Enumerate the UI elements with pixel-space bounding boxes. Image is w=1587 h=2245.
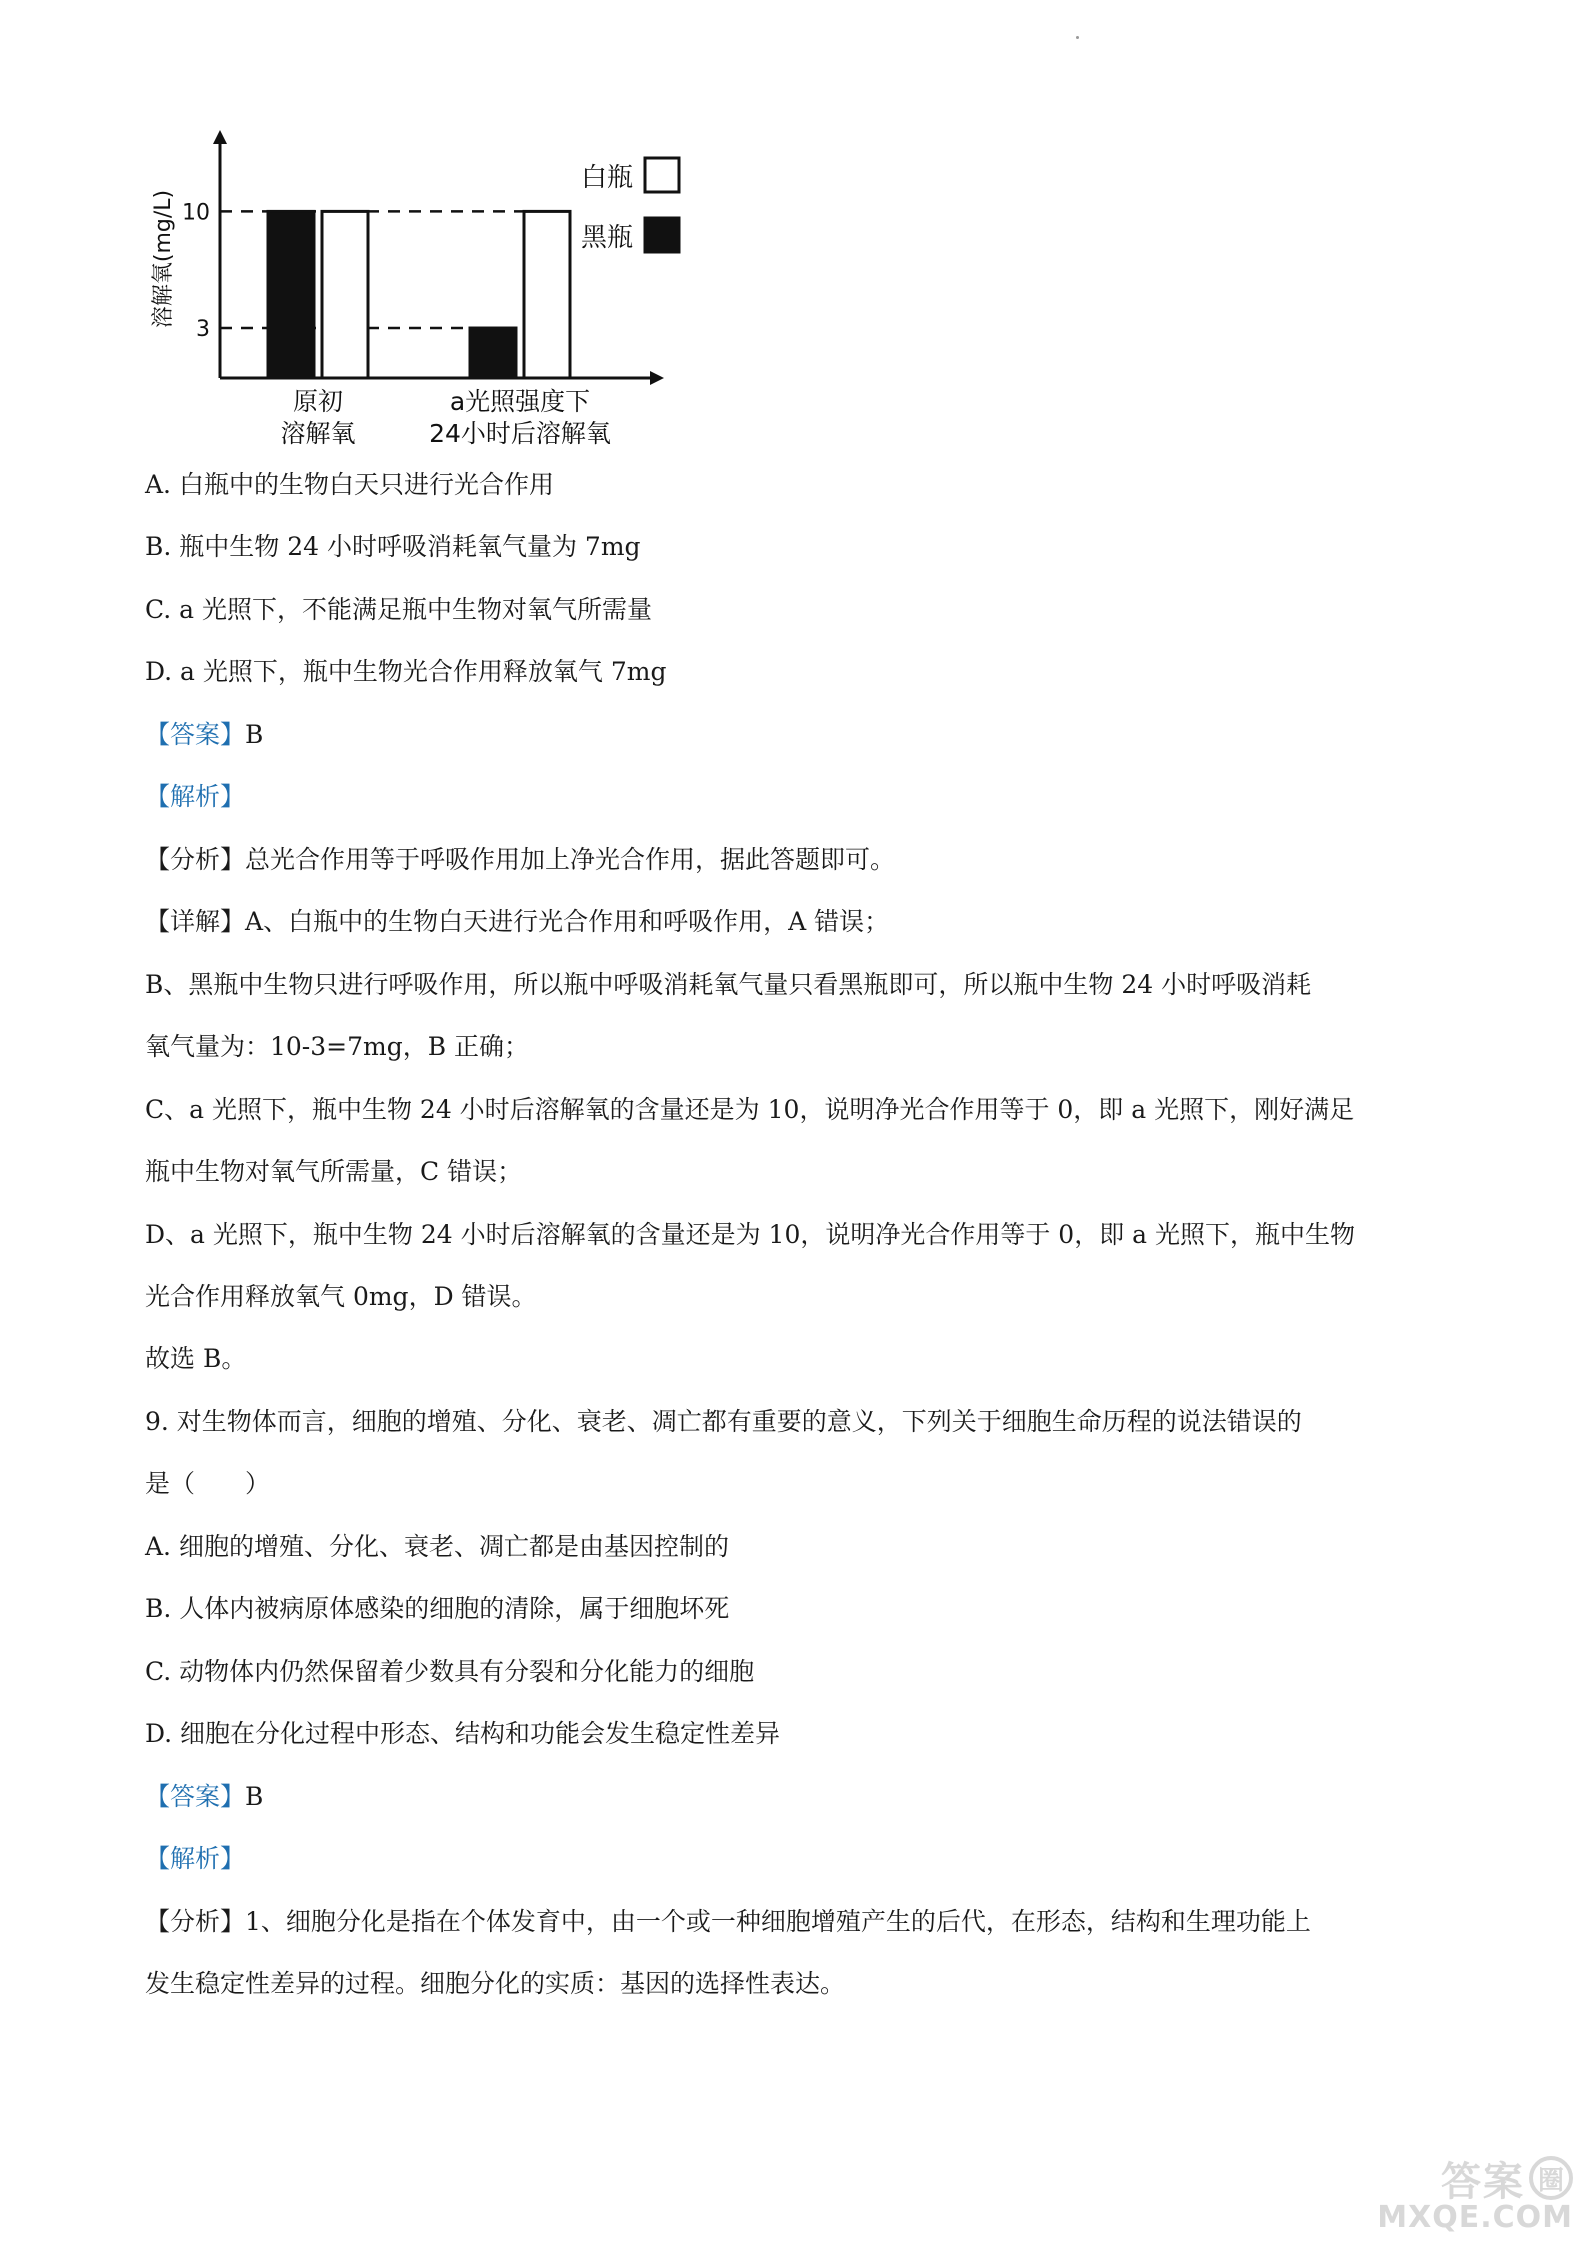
- q9-option-a: A. 细胞的增殖、分化、衰老、凋亡都是由基因控制的: [145, 1532, 729, 1561]
- legend-label-0: 白瓶: [580, 163, 633, 193]
- analysis-heading-2: 【解析】: [145, 1844, 246, 1873]
- answer-line: 【答案】B: [145, 720, 264, 749]
- option-a: A. 白瓶中的生物白天只进行光合作用: [145, 470, 554, 499]
- watermark-url: MXQE.COM: [1377, 2200, 1573, 2235]
- analysis-line-2: 【分析】1、细胞分化是指在个体发育中，由一个或一种细胞增殖产生的后代，在形态，结构和生理功能上: [145, 1907, 1311, 1936]
- analysis-line: 【分析】总光合作用等于呼吸作用加上净光合作用，据此答题即可。: [145, 845, 896, 874]
- watermark-logo: [1377, 2155, 1573, 2235]
- detail-c-line2: 瓶中生物对氧气所需量，C 错误；: [145, 1157, 523, 1186]
- detail-b-line2: 氧气量为：10-3=7mg，B 正确；: [145, 1032, 530, 1061]
- answer-badge: 【答案】: [145, 1782, 246, 1811]
- option-c: C. a 光照下，不能满足瓶中生物对氧气所需量: [145, 595, 652, 624]
- option-d: D. a 光照下，瓶中生物光合作用释放氧气 7mg: [145, 657, 667, 686]
- bar-white-0: [322, 211, 368, 378]
- legend-swatch-0: [645, 158, 679, 192]
- detail-c-line1: C、a 光照下，瓶中生物 24 小时后溶解氧的含量还是为 10，说明净光合作用等于 0，即 a 光照下，刚好满足: [145, 1095, 1355, 1124]
- category-label-1-1: 24小时后溶解氧: [429, 419, 611, 448]
- analysis-line-2-cont: 发生稳定性差异的过程。细胞分化的实质：基因的选择性表达。: [145, 1969, 846, 1998]
- x-axis-arrow: [650, 371, 664, 385]
- page-speck: [1076, 36, 1079, 39]
- y-axis-label: 溶解氧(mg/L): [151, 189, 176, 329]
- answer-badge: 【答案】: [145, 720, 246, 749]
- answer-line-2: 【答案】B: [145, 1782, 264, 1811]
- legend-swatch-1: [645, 218, 679, 252]
- dissolved-oxygen-chart: [140, 120, 720, 460]
- q9-option-c: C. 动物体内仍然保留着少数具有分裂和分化能力的细胞: [145, 1657, 755, 1686]
- detail-d-line2: 光合作用释放氧气 0mg，D 错误。: [145, 1282, 537, 1311]
- legend-label-1: 黑瓶: [580, 223, 633, 253]
- analysis-heading: 【解析】: [145, 782, 246, 811]
- category-label-0-0: 原初: [292, 387, 344, 416]
- category-label-0-1: 溶解氧: [280, 419, 356, 448]
- y-tick-3: 3: [196, 317, 210, 343]
- y-axis-arrow: [213, 130, 227, 144]
- bar-black-0: [268, 211, 314, 378]
- q9-option-d: D. 细胞在分化过程中形态、结构和功能会发生稳定性差异: [145, 1719, 781, 1748]
- question-9-stem-cont: 是（ ）: [145, 1469, 271, 1498]
- q9-option-b: B. 人体内被病原体感染的细胞的清除，属于细胞坏死: [145, 1594, 730, 1623]
- y-tick-10: 10: [182, 200, 210, 226]
- watermark-text: 答案: [1441, 2158, 1525, 2205]
- detail-line: 【详解】A、白瓶中的生物白天进行光合作用和呼吸作用，A 错误；: [145, 907, 890, 936]
- bar-white-1: [524, 211, 570, 378]
- category-label-1-0: a光照强度下: [449, 387, 591, 416]
- question-9-stem: 9. 对生物体而言，细胞的增殖、分化、衰老、凋亡都有重要的意义，下列关于细胞生命历程的说法错误的: [145, 1407, 1302, 1436]
- option-b: B. 瓶中生物 24 小时呼吸消耗氧气量为 7mg: [145, 532, 641, 561]
- conclusion-line: 故选 B。: [145, 1344, 247, 1373]
- detail-d-line1: D、a 光照下，瓶中生物 24 小时后溶解氧的含量还是为 10，说明净光合作用等于 0，即 a 光照下，瓶中生物: [145, 1220, 1356, 1249]
- detail-b-line1: B、黑瓶中生物只进行呼吸作用，所以瓶中呼吸消耗氧气量只看黑瓶即可，所以瓶中生物 24 小时呼吸消耗: [145, 970, 1312, 999]
- bar-black-1: [470, 328, 516, 378]
- watermark-circle-icon: 圈: [1529, 2156, 1573, 2200]
